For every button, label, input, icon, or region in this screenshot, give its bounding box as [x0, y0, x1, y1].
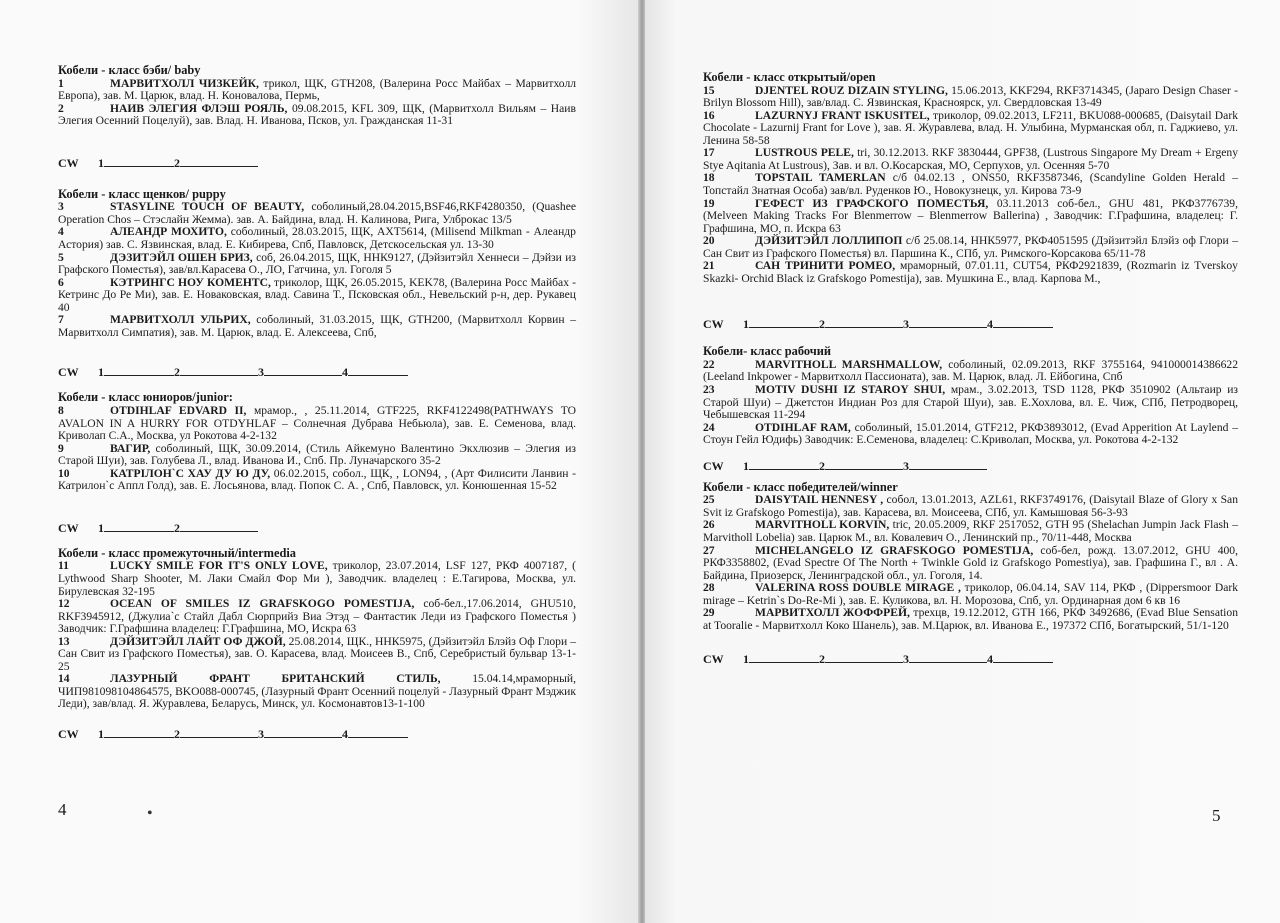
cw-blank-line: [909, 459, 987, 470]
entry-number: 5: [58, 250, 64, 264]
entry-number: 28: [703, 581, 715, 595]
cw-line: [58, 365, 576, 379]
cw-blank-line: [104, 521, 174, 532]
entry-number: 2: [58, 101, 64, 115]
entry-number: 4: [58, 225, 64, 239]
section-title: Кобели - класс промежуточный/intermedia: [58, 545, 296, 560]
cw-label: CW: [58, 365, 79, 380]
dog-name: OTDIHLAF RAM,: [755, 420, 851, 434]
catalog-entry: [703, 519, 1238, 544]
right-page: [645, 0, 1280, 923]
cw-blank-line: [104, 727, 174, 738]
catalog-entry: [58, 277, 576, 315]
dog-name: TOPSTAIL TAMERLAN: [755, 171, 886, 185]
entry-number: 25: [703, 493, 715, 507]
catalog-entry: [703, 260, 1238, 285]
dog-name: STASYLINE TOUCH OF BEAUTY,: [110, 200, 305, 214]
catalog-entry: [58, 226, 576, 251]
cw-label: CW: [58, 726, 79, 741]
catalog-entry: [58, 252, 576, 277]
entry-number: 6: [58, 275, 64, 289]
cw-place-number: 2: [174, 365, 180, 380]
entry-details: с/б 04.02.13 , ONS50, RKF3587346, (Scandyline Golden Herald – Топстайл Знатная Особа) зав/вл. Руденков Ю., Новокузнецк, ул. Кирова 73-9: [703, 171, 1238, 197]
cw-line: [703, 459, 1238, 473]
entry-details: триколор, 09.02.2013, LF211, BKU088-000685, (Daisytail Dark Chocolate - Lazurnij Frant for Love ), зав. Я. Журавлева, влад. Н. Улыбина, Мурманская обл, п. Гаджиево, ул. Ленина 58-58: [703, 108, 1238, 147]
dog-name: MARVITHOLL MARSHMALLOW,: [755, 357, 943, 371]
dog-name: МАРВИТХОЛЛ УЛЬРИХ,: [110, 313, 251, 327]
section-title: Кобели - класс щенков/ puppy: [58, 186, 226, 201]
cw-blank-line: [180, 156, 258, 167]
entry-number: 15: [703, 83, 715, 97]
dog-name: ЛАЗУРНЫЙ ФРАНТ БРИТАНСКИЙ СТИЛЬ,: [110, 672, 441, 686]
catalog-entry: [58, 103, 576, 128]
cw-blank-line: [993, 652, 1053, 663]
catalog-entry: [58, 598, 576, 636]
dog-name: ГЕФЕСТ ИЗ ГРАФСКОГО ПОМЕСТЬЯ,: [755, 196, 989, 210]
entry-number: 8: [58, 403, 64, 417]
cw-blank-line: [993, 317, 1053, 328]
dog-name: САН ТРИНИТИ РОМЕО,: [755, 259, 896, 273]
entry-details: с/б 25.08.14, ННК5977, РКФ4051595 (Дэйзитэйл Блэйз оф Глори – Сан Свит из Графского Поместья) вл. Паршина К., СПб, ул. Римского-Корсакова 65/11-78: [703, 234, 1238, 260]
class-section: [58, 547, 576, 741]
dog-name: LUSTROUS PELE,: [755, 146, 854, 160]
catalog-entry: [703, 545, 1238, 583]
entry-details: 03.11.2013 соб-бел., GHU 481, РКФ3776739, (Melveen Making Tracks For Blenmerrow – Blenmerrow Ballerina) , Заводчик: Г.Графшина, владелец: Г. Графшина, МО, п. Искра 63: [703, 196, 1238, 235]
entry-number: 24: [703, 420, 715, 434]
section-title: Кобели - класс победителей/winner: [703, 479, 898, 494]
class-section: [58, 391, 576, 534]
catalog-entry: [703, 147, 1238, 172]
catalog-entry: [58, 636, 576, 674]
catalog-entry: [58, 560, 576, 598]
entry-details: триколор, 06.04.14, SAV 114, РКФ , (Dippersmoor Dark mirage – Ketrin`s Do-Re-Mi ), зав. Е. Куликова, вл. Н. Морозова, Спб, ул. Ординарная дом 6 кв 16: [703, 581, 1239, 607]
cw-blank-line: [180, 521, 258, 532]
scan-dot: •: [147, 805, 153, 822]
entry-number: 29: [703, 606, 715, 620]
dog-name: ДЭЗИТЭЙЛ ОШЕН БРИЗ,: [110, 250, 253, 264]
entry-details: 15.04.14,мраморный, ЧИП981098104864575, BKO088-000745, (Лазурный Франт Осенний поцелуй - Лазурный Франт Мэджик Леди), зав/влад. Я. Журавлева, Беларусь, Минск, ул. Космонавтов13-1-100: [58, 672, 576, 711]
entry-details: tri, 30.12.2013. RKF 3830444, GPF38, (Lustrous Singapore My Dream + Ergeny Stye Aqitania At Lustrous), Зав. и вл. О.Косарская, МО, Серпухов, ул. Осенняя 5-70: [703, 146, 1238, 172]
catalog-entry: [703, 607, 1238, 632]
cw-blank-line: [749, 317, 819, 328]
section-title: Кобели - класс бэби/ baby: [58, 63, 201, 77]
catalog-entry: [58, 405, 576, 443]
catalog-entry: [703, 582, 1238, 607]
cw-place-number: 3: [903, 458, 909, 473]
cw-place-number: 1: [743, 458, 749, 473]
entry-number: 27: [703, 543, 715, 557]
cw-blank-line: [104, 156, 174, 167]
cw-blank-line: [264, 365, 342, 376]
entry-details: 09.08.2015, KFL 309, ЩК, (Марвитхолл Вильям – Наив Элегия Осенний Поцелуй), зав. Влад. Н. Иванова, Псков, ул. Гражданская 11-31: [58, 101, 576, 128]
class-section: [703, 481, 1238, 667]
cw-place-number: 3: [903, 652, 909, 667]
dog-name: DJENTEL ROUZ DIZAIN STYLING,: [755, 83, 948, 97]
entry-details: соболиный, 15.01.2014, GTF212, РКФ3893012, (Evad Apperition At Laylend – Стоун Гейл Юдифь) Заводчик: Е.Семенова, владелец: С.Криволап, Москва, ул. Рокотова 4-2-132: [703, 420, 1238, 447]
class-section: [58, 64, 576, 170]
cw-place-number: 2: [174, 726, 180, 741]
catalog-entry: [58, 673, 576, 711]
dog-name: MARVITHOLL KORVIN,: [755, 518, 890, 532]
catalog-entry: [703, 110, 1238, 148]
catalog-entry: [703, 198, 1238, 236]
cw-blank-line: [825, 317, 903, 328]
entry-number: 23: [703, 383, 715, 397]
entry-details: соболиный, ЩК, 30.09.2014, (Стиль Айкемуно Валентино Экхлюзив – Элегия из Старой Шуи), зав. Голубева Л., влад. Иванова И., Спб. Пр. Луначарского 35-2: [58, 441, 576, 468]
cw-place-number: 2: [819, 317, 825, 332]
cw-label: CW: [703, 317, 724, 332]
entry-details: соболиный, 31.03.2015, ЩК, GTH200, (Марвитхолл Корвин – Марвитхолл Симпатия), зав. М. Царюк, влад. Е. Алексеева, Спб,: [58, 313, 576, 339]
cw-line: [703, 652, 1238, 666]
entry-details: мрамор., , 25.11.2014, GTF225, RKF4122498(PATHWAYS TO AVALON IN A HURRY FOR OTDYHLAF – Солнечная Дубрава Небьюла), зав. Е. Семенова, влад. Криволап С.А., Москва, ул Рокотова 4-2-132: [58, 403, 576, 443]
cw-blank-line: [348, 365, 408, 376]
cw-place-number: 2: [174, 155, 180, 170]
entry-details: трехцв, 19.12.2012, GTH 166, РКФ 3492686, (Evad Blue Sensation at Tooralie - Марвитхолл Коко Шанель), зав. М.Царюк, вл. Иванова Е., 197372 СПб, Богатырский, 51/1-120: [703, 606, 1238, 632]
cw-place-number: 4: [987, 652, 993, 667]
entry-number: 26: [703, 518, 715, 532]
cw-blank-line: [825, 652, 903, 663]
cw-line: [58, 727, 576, 741]
catalog-entry: [703, 235, 1238, 260]
entry-number: 19: [703, 196, 715, 210]
entry-details: триколор, ЩК, 26.05.2015, KEK78, (Валерина Росс Майбах - Кетринс До Ре Ми), зав. Е. Новаковская, влад. Савина Т., Псковская обл., Невельский р-н, дер. Рукавец 40: [58, 275, 576, 314]
section-title: Кобели - класс юниоров/junior:: [58, 390, 233, 405]
cw-blank-line: [909, 652, 987, 663]
entry-details: трикол, ЩК, GTH208, (Валерина Росс Майбах – Марвитхолл Европа), зав. М. Царюк, влад. Н. Коновалова, Пермь,: [58, 76, 577, 103]
cw-line: [703, 317, 1238, 331]
dog-name: ВАГИР,: [110, 441, 151, 455]
catalog-entry: [703, 494, 1238, 519]
catalog-entry: [703, 172, 1238, 197]
class-section: [58, 188, 576, 380]
entry-details: мраморный, 07.01.11, CUT54, РКФ2921839, (Rozmarin iz Tverskoy Skazki- Orchid Black iz Grafskogo Pomestija), зав. Мушкина Е., влад. Карпова М.,: [703, 259, 1238, 285]
entry-details: 25.08.2014, ЩК., ННК5975, (Дэйзитэйл Блэйз Оф Глори – Сан Свит из Графского Поместья), зав. О. Карасева, влад. Моисеев В., Спб, Серебристый бульвар 13-1-25: [58, 634, 576, 673]
entry-number: 10: [58, 466, 70, 480]
dog-name: ДЭЙЗИТЭЙЛ ЛАЙТ ОФ ДЖОЙ,: [110, 634, 286, 648]
catalog-entry: [58, 443, 576, 468]
cw-line: [58, 156, 576, 170]
entry-details: соб-бел, рожд. 13.07.2012, GHU 400, РКФ3358802, (Evad Spectre Of The North + Twinkle Gold iz Grafskogo Pomestiya), зав. Графшина Г., вл . А. Байдина, Приозерск, Ленинградской обл., ул. Гоголя, 14.: [703, 543, 1238, 582]
cw-place-number: 1: [743, 652, 749, 667]
cw-label: CW: [58, 520, 79, 535]
entry-details: собол, 13.01.2013, AZL61, RKF3749176, (Daisytail Blaze of Glory x San Svit iz Grafskogo Pomestija), зав. Карасева, вл. Моисеева, СПб, ул. Камышовая 56-3-93: [703, 493, 1238, 519]
entry-number: 12: [58, 597, 70, 611]
entry-number: 16: [703, 108, 715, 122]
dog-name: КАТРІЛОН`С ХАУ ДУ Ю ДУ,: [110, 466, 271, 480]
cw-blank-line: [749, 459, 819, 470]
catalog-entry: [58, 78, 576, 103]
catalog-entry: [703, 85, 1238, 110]
entry-number: 1: [58, 76, 64, 90]
cw-place-number: 1: [98, 155, 104, 170]
catalog-entry: [58, 314, 576, 339]
dog-name: LAZURNYJ FRANT ISKUSITEL,: [755, 108, 930, 122]
entry-details: соболиный,28.04.2015,BSF46,RKF4280350, (Quashee Operation Chos – Стэслайн Жемма). зав. А. Байдина, влад. Н. Калинова, Рига, Улброкас 13/5: [58, 200, 577, 226]
dog-name: КЭТРИНГС НОУ КОМЕНТС,: [110, 275, 271, 289]
entry-details: соб-бел.,17.06.2014, GHU510, RKF3945912, (Джулиа`с Стайл Дабл Сюрприйз Виа Этэд – Фантастик Леди из Графского Поместья ) Заводчик: Г.Графшина владелец: Г.Графшина, МО, Искра 63: [58, 597, 576, 636]
entry-details: соб, 26.04.2015, ЩК, ННК9127, (Дэйзитэйл Хеннеси – Дэйзи из Графского Поместья), зав/вл.Карасева О., ЛО, Гатчина, ул. Гоголя 5: [58, 250, 576, 277]
cw-place-number: 4: [342, 726, 348, 741]
cw-blank-line: [749, 652, 819, 663]
cw-place-number: 2: [819, 652, 825, 667]
entry-details: 06.02.2015, собол., ЩК, , LON94, , (Арт Филисити Ланвин - Катрилон`с Аппл Голд), зав. Е. Лосьянова, влад. Попок С. А. , Спб, Павловск, ул. Конюшенная 15-52: [58, 466, 577, 493]
entry-details: соболиный, 28.03.2015, ЩК, AXT5614, (Milisend Milkman - Алеандр Астория) зав. С. Язвинская, влад. Е. Кибирева, Спб, Павловск, Детскосельская ул. 13-30: [58, 225, 576, 252]
entry-details: 15.06.2013, KKF294, RKF3714345, (Japaro Design Chaser - Brilyn Blossom Hill), зав/влад. С. Язвинская, Красноярск, ул. Свердловская 13-49: [703, 83, 1238, 110]
cw-place-number: 4: [987, 317, 993, 332]
entry-number: 21: [703, 259, 715, 273]
left-page-content: [58, 64, 576, 741]
dog-name: НАИВ ЭЛЕГИЯ ФЛЭШ РОЯЛЬ,: [110, 101, 288, 115]
cw-blank-line: [348, 727, 408, 738]
catalog-entry: [58, 468, 576, 493]
entry-number: 18: [703, 171, 715, 185]
cw-place-number: 1: [98, 365, 104, 380]
cw-label: CW: [703, 652, 724, 667]
catalog-entry: [703, 422, 1238, 447]
class-section: [703, 71, 1238, 331]
dog-name: ДЭЙЗИТЭЙЛ ЛОЛЛИПОП: [755, 234, 903, 248]
entry-number: 7: [58, 313, 64, 327]
cw-line: [58, 521, 576, 535]
cw-blank-line: [264, 727, 342, 738]
cw-place-number: 1: [98, 520, 104, 535]
cw-label: CW: [703, 458, 724, 473]
dog-name: DAISYTAIL HENNESY ,: [755, 493, 884, 507]
catalog-entry: [703, 359, 1238, 384]
entry-details: мрам., 3.02.2013, TSD 1128, РКФ 3510902 (Альтаир из Старой Шуи) – Джетстон Индиан Роз для Старой Шуи), зав. Е.Хохлова, вл. Е. Чиж, СПб, Петродворец, Чебышевская 11-294: [703, 383, 1238, 422]
entry-number: 22: [703, 357, 715, 371]
page-number-right: 5: [1212, 806, 1221, 825]
right-page-content: [703, 71, 1238, 666]
entry-details: триколор, 23.07.2014, LSF 127, РКФ 4007187, ( Lythwood Sharp Shooter, М. Лаки Смайл Фор Ми ), Заводчик. владелец : Е.Тагирова, Москва, ул. Бирулевская 32-195: [58, 559, 576, 598]
cw-place-number: 1: [743, 317, 749, 332]
dog-name: MOTIV DUSHI IZ STAROY SHUI,: [755, 383, 946, 397]
section-title: Кобели- класс рабочий: [703, 344, 832, 359]
dog-name: MICHELANGELO IZ GRAFSKOGO POMESTIJA,: [755, 543, 1034, 557]
dog-name: МАРВИТХОЛЛ ЧИЗКЕЙК,: [110, 76, 259, 90]
class-section: [703, 345, 1238, 472]
entry-number: 9: [58, 441, 64, 455]
entry-details: tric, 20.05.2009, RKF 2517052, GTH 95 (Shelachan Jumpin Jack Flash – Marvitholl Lobelia) зав. Царюк М., вл. Ковалевич О., Ленинский пр., 70/11-448, Москва: [703, 518, 1238, 544]
cw-place-number: 1: [98, 726, 104, 741]
cw-place-number: 4: [342, 365, 348, 380]
page-number-left: 4: [58, 800, 67, 819]
dog-name: АЛЕАНДР МОХИТО,: [110, 225, 227, 239]
dog-name: МАРВИТХОЛЛ ЖОФФРЕЙ,: [755, 606, 910, 620]
cw-blank-line: [909, 317, 987, 328]
cw-place-number: 3: [258, 365, 264, 380]
dog-name: OCEAN OF SMILES IZ GRAFSKOGO POMESTIJA,: [110, 597, 415, 611]
dog-name: LUCKY SMILE FOR IT'S ONLY LOVE,: [110, 559, 328, 573]
catalog-entry: [58, 201, 576, 226]
cw-blank-line: [104, 365, 174, 376]
section-title: Кобели - класс открытый/open: [703, 70, 876, 84]
entry-number: 11: [58, 559, 69, 573]
cw-place-number: 3: [903, 317, 909, 332]
dog-name: VALERINA ROSS DOUBLE MIRAGE ,: [755, 581, 961, 595]
catalog-entry: [703, 384, 1238, 422]
cw-blank-line: [180, 365, 258, 376]
cw-blank-line: [180, 727, 258, 738]
entry-number: 13: [58, 634, 70, 648]
entry-number: 20: [703, 234, 715, 248]
cw-label: CW: [58, 155, 79, 170]
entry-details: соболиный, 02.09.2013, RKF 3755164, 941000014386622 (Leeland Inkpower - Марвитхолл Пассионата), зав. М. Царюк, влад. Л. Ейбогина, Спб: [703, 357, 1238, 384]
cw-place-number: 2: [174, 520, 180, 535]
cw-place-number: 2: [819, 458, 825, 473]
cw-place-number: 3: [258, 726, 264, 741]
entry-number: 14: [58, 672, 70, 686]
entry-number: 17: [703, 146, 715, 160]
cw-blank-line: [825, 459, 903, 470]
entry-number: 3: [58, 200, 64, 214]
dog-name: OTDIHLAF EDVARD II,: [110, 403, 247, 417]
